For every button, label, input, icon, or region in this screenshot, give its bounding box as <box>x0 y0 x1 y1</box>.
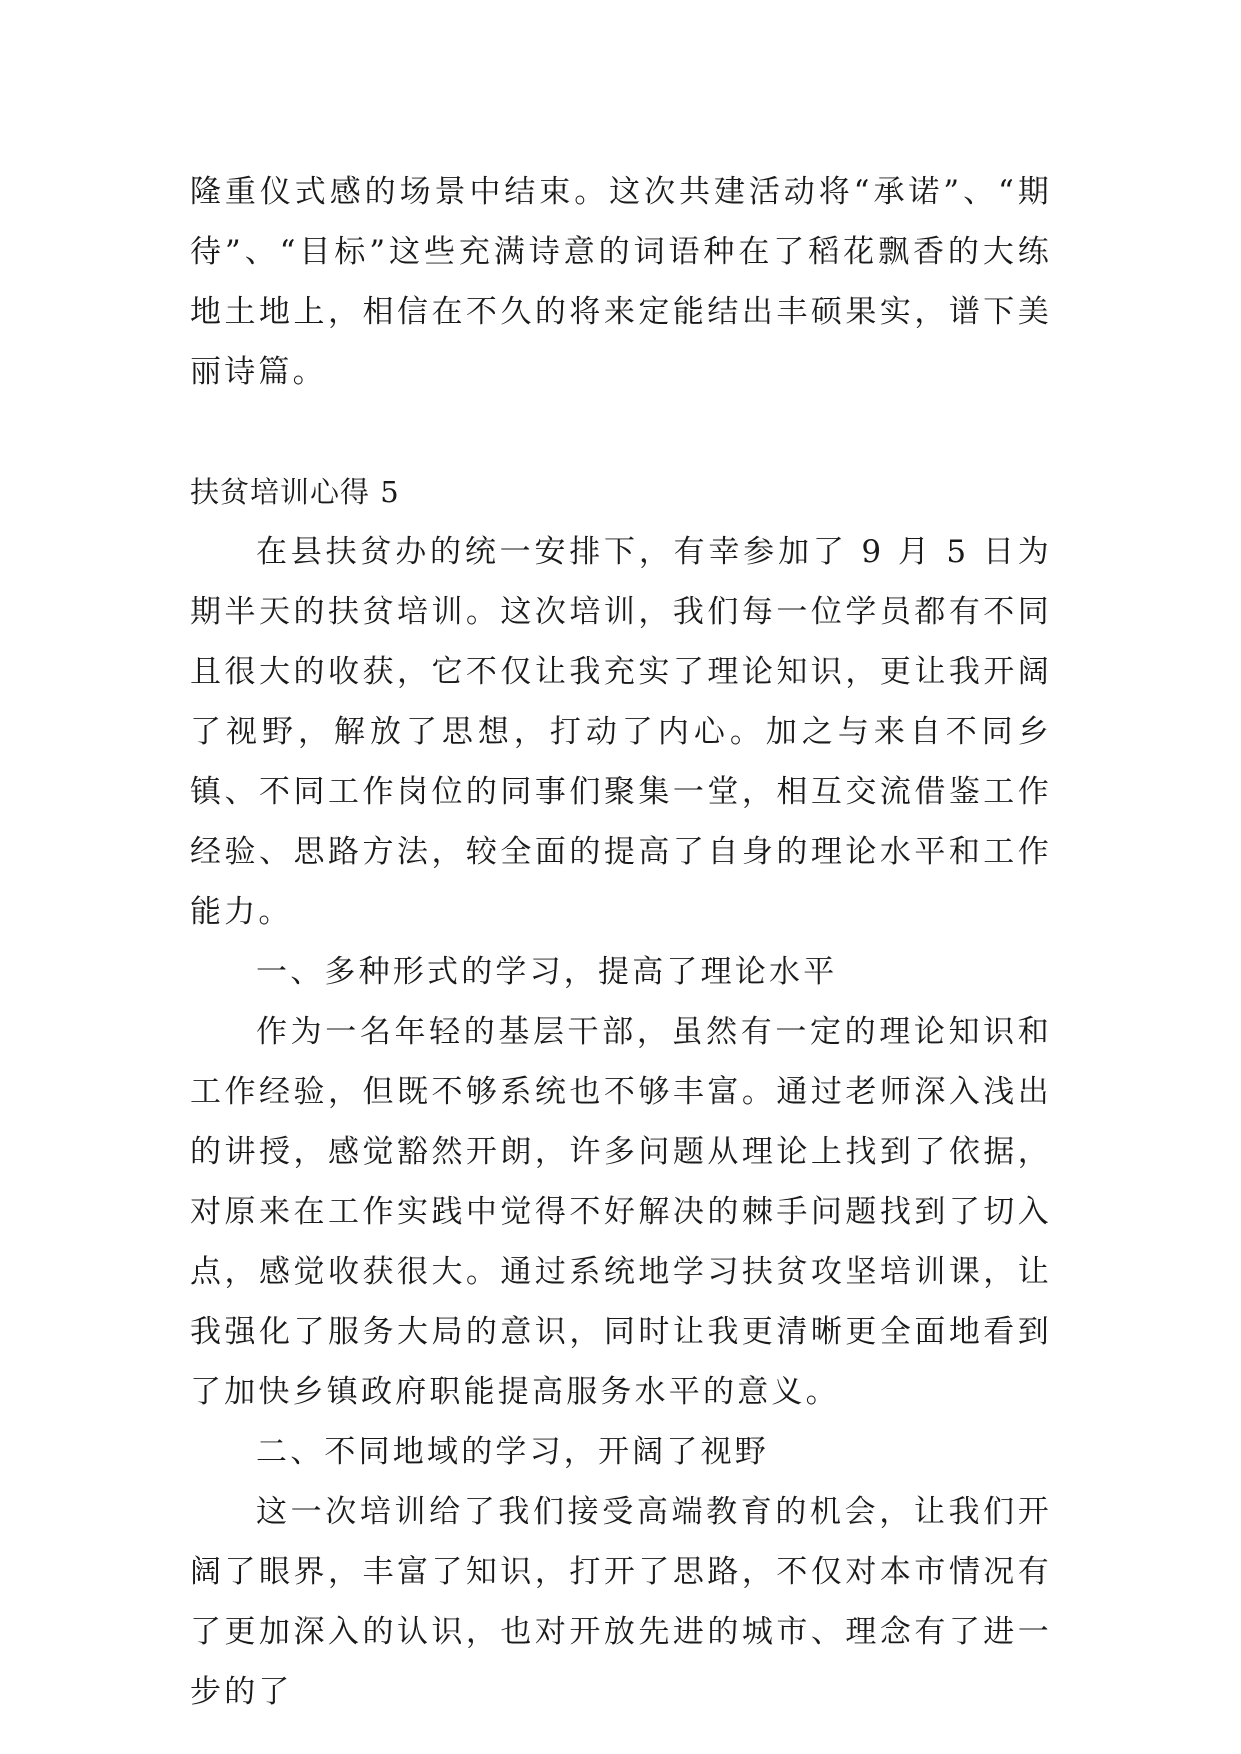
body-paragraph-3: 这一次培训给了我们接受高端教育的机会，让我们开阔了眼界，丰富了知识，打开了思路，不仅对本市情况有了更加深入的认识，也对开放先进的城市、理念有了进一步的了 <box>190 1494 1052 1710</box>
body-paragraph-2: 作为一名年轻的基层干部，虽然有一定的理论知识和工作经验，但既不够系统也不够丰富。通过老师深入浅出的讲授，感觉豁然开朗，许多问题从理论上找到了依据，对原来在工作实践中觉得不好解决的棘手问题找到了切入点，感觉收获很大。通过系统地学习扶贫攻坚培训课，让我强化了服务大局的意识，同时让我更清晰更全面地看到了加快乡镇政府职能提高服务水平的意义。 <box>190 1014 1052 1410</box>
subheading-2: 二、不同地域的学习，开阔了视野 <box>256 1434 769 1470</box>
document-body <box>190 162 1052 1722</box>
body-paragraph-1: 在县扶贫办的统一安排下，有幸参加了 9 月 5 日为期半天的扶贫培训。这次培训，我们每一位学员都有不同且很大的收获，它不仅让我充实了理论知识，更让我开阔了视野，解放了思想，打动了内心。加之与来自不同乡镇、不同工作岗位的同事们聚集一堂，相互交流借鉴工作经验、思路方法，较全面的提高了自身的理论水平和工作能力。 <box>190 534 1052 930</box>
continuation-paragraph: 隆重仪式感的场景中结束。这次共建活动将“承诺”、“期待”、“目标”这些充满诗意的词语种在了稻花飘香的大练地土地上，相信在不久的将来定能结出丰硕果实，谱下美丽诗篇。 <box>190 174 1052 390</box>
paragraph-gap <box>190 402 1052 462</box>
section-title: 扶贫培训心得 5 <box>190 475 400 509</box>
subheading-1: 一、多种形式的学习，提高了理论水平 <box>256 954 838 990</box>
